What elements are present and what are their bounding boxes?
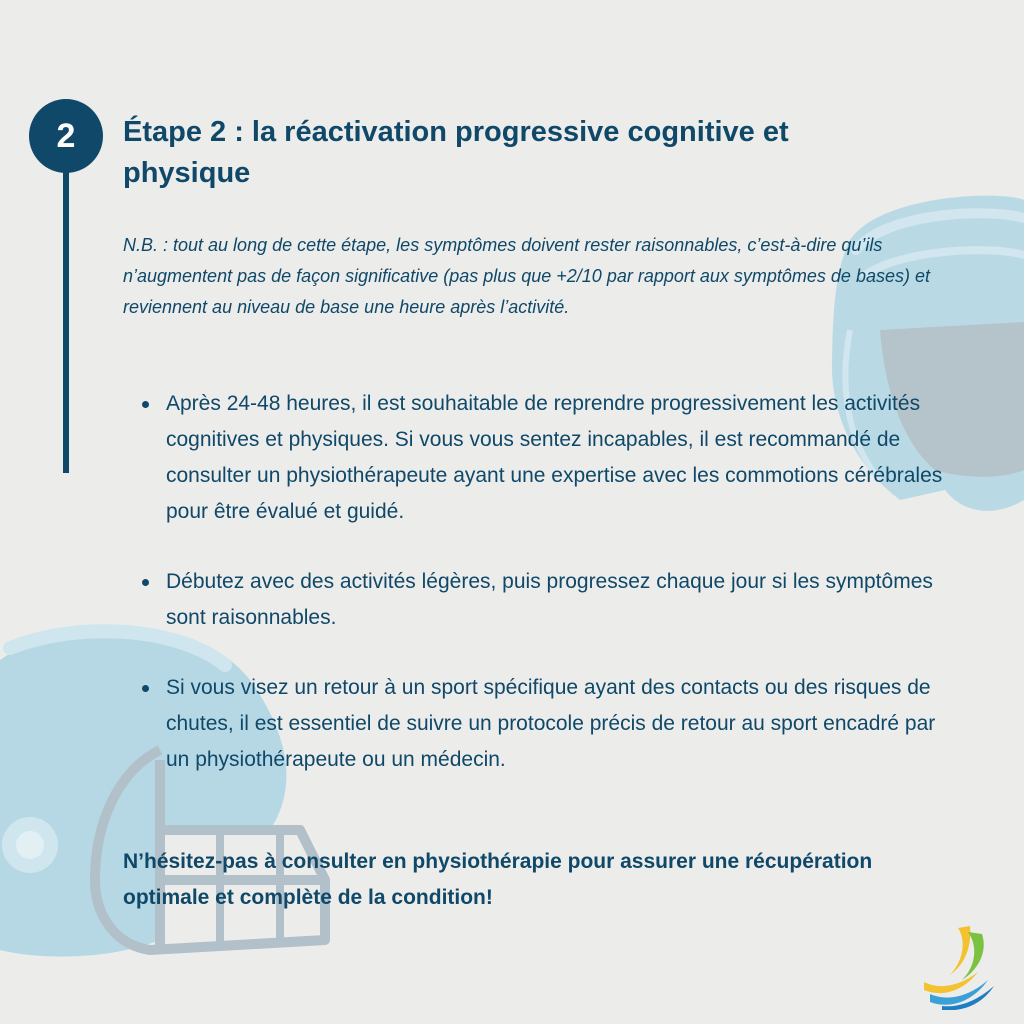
- bullet-icon: [142, 401, 149, 408]
- bullet-list: [166, 386, 956, 778]
- list-item: [166, 564, 956, 636]
- list-item-text: Après 24-48 heures, il est souhaitable de reprendre progressivement les activités cognitives et physiques. Si vous vous sentez incapables, il est recommandé de consulter un physiothérapeute ayant une expertise avec les commotions cérébrales pour être évalué et guidé.: [166, 392, 943, 523]
- list-item-text: Si vous visez un retour à un sport spécifique ayant des contacts ou des risques de chutes, il est essentiel de suivre un protocole précis de retour au sport encadré par un physiothérapeute ou un médecin.: [166, 676, 936, 771]
- step-title: Étape 2 : la réactivation progressive cognitive et physique: [123, 116, 789, 189]
- closing-call-to-action: N’hésitez-pas à consulter en physiothérapie pour assurer une récupération optimale et complète de la condition!: [123, 850, 873, 909]
- list-item: [166, 670, 956, 778]
- brand-logo-icon: [920, 920, 1000, 1010]
- bullet-icon: [142, 579, 149, 586]
- list-item: [166, 386, 956, 530]
- step-number-badge: [29, 99, 103, 173]
- step-timeline-line: [63, 170, 69, 473]
- note-paragraph: N.B. : tout au long de cette étape, les symptômes doivent rester raisonnables, c’est-à-dire qu’ils n’augmentent pas de façon significative (pas plus que +2/10 par rapport aux symptômes de bases) et reviennent au niveau de base une heure après l’activité.: [123, 235, 930, 317]
- bullet-icon: [142, 685, 149, 692]
- list-item-text: Débutez avec des activités légères, puis progressez chaque jour si les symptômes sont raisonnables.: [166, 570, 933, 629]
- step-number: 2: [56, 116, 76, 155]
